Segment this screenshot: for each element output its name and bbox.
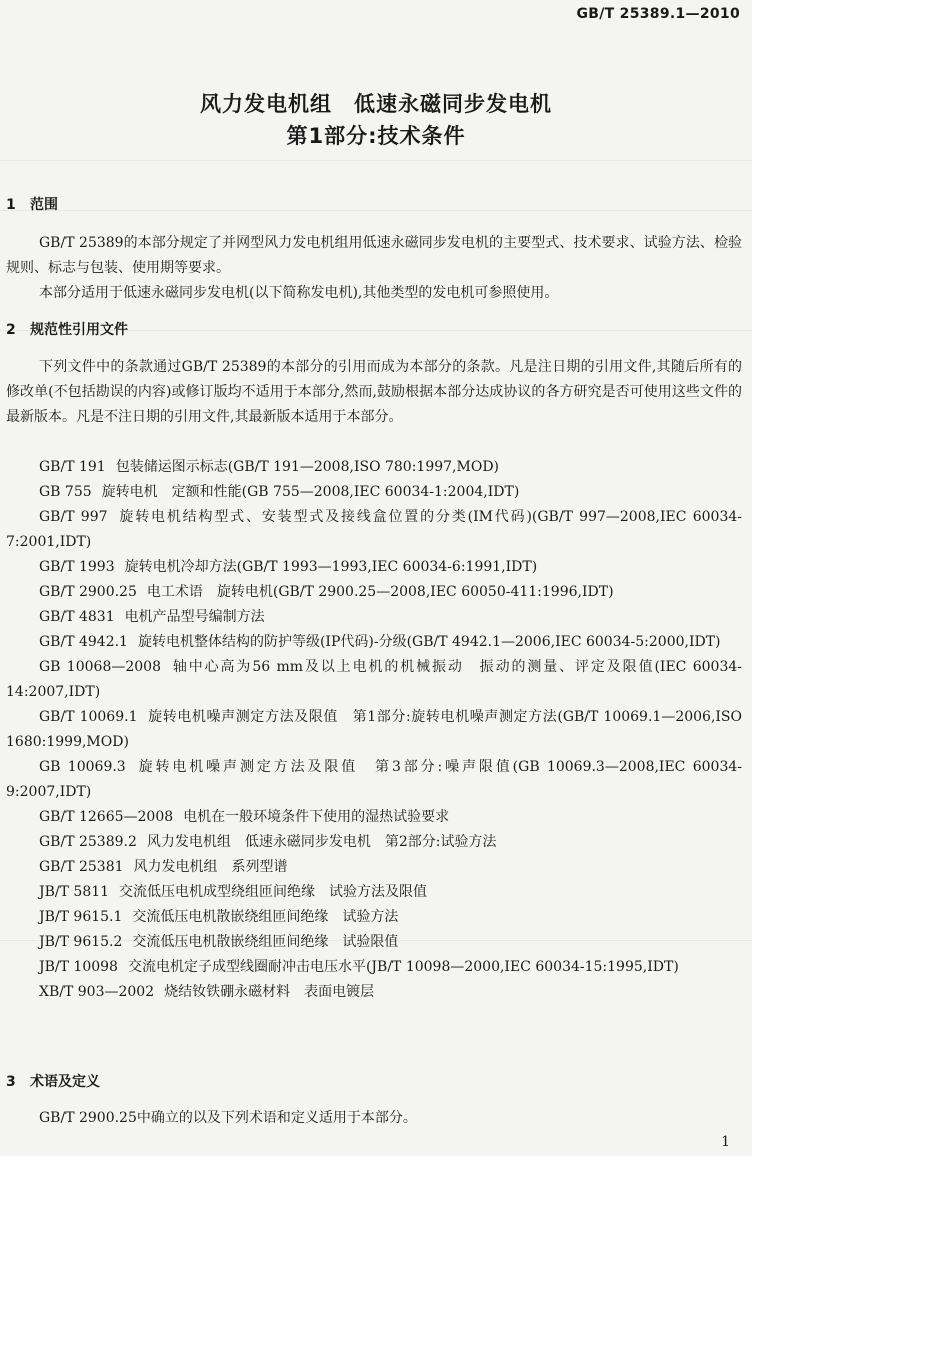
terms-paragraph: GB/T 2900.25中确立的以及下列术语和定义适用于本部分。: [39, 1110, 417, 1126]
reference-item: [6, 580, 742, 605]
reference-text: 风力发电机组 系列型谱: [133, 859, 288, 875]
reference-text: 交流低压电机散嵌绕组匝间绝缘 试验方法: [132, 909, 399, 925]
reference-text: 旋转电机结构型式、安装型式及接线盒位置的分类(IM代码)(GB/T 997—2008,IEC 60034-7:2001,IDT): [6, 509, 742, 550]
reference-item: [6, 455, 742, 480]
section-number: 2: [6, 322, 16, 338]
reference-code: GB/T 4831: [39, 609, 115, 625]
reference-code: GB/T 1993: [39, 559, 115, 575]
section-title: 规范性引用文件: [30, 322, 128, 338]
reference-text: 电机在一般环境条件下使用的湿热试验要求: [183, 809, 450, 825]
reference-text: 旋转电机噪声测定方法及限值 第1部分:旋转电机噪声测定方法(GB/T 10069.1—2006,ISO 1680:1999,MOD): [6, 709, 742, 750]
section-3-heading: [6, 1071, 100, 1091]
reference-text: 电机产品型号编制方法: [124, 609, 265, 625]
page-number: 1: [721, 1134, 730, 1150]
scan-bleed-line: [0, 210, 752, 211]
scan-bleed-line: [0, 160, 752, 161]
reference-code: GB/T 25389.2: [39, 834, 137, 850]
reference-code: JB/T 5811: [39, 884, 110, 900]
reference-code: GB/T 2900.25: [39, 584, 137, 600]
reference-text: 旋转电机整体结构的防护等级(IP代码)-分级(GB/T 4942.1—2006,IEC 60034-5:2000,IDT): [137, 634, 721, 650]
section-number: 1: [6, 197, 16, 213]
reference-text: 交流低压电机散嵌绕组匝间绝缘 试验限值: [132, 934, 399, 950]
reference-code: GB/T 4942.1: [39, 634, 128, 650]
reference-text: 包装储运图示标志(GB/T 191—2008,ISO 780:1997,MOD): [115, 459, 500, 475]
reference-item: [6, 930, 742, 955]
reference-code: GB 10068—2008: [39, 659, 161, 675]
reference-item: [6, 505, 742, 555]
reference-code: GB/T 12665—2008: [39, 809, 174, 825]
document-title-line2: 第1部分:技术条件: [286, 124, 466, 148]
standard-code-header: GB/T 25389.1—2010: [576, 6, 740, 22]
reference-code: GB 755: [39, 484, 92, 500]
reference-code: GB 10069.3: [39, 759, 126, 775]
reference-item: [6, 705, 742, 755]
reference-item: [6, 830, 742, 855]
reference-item: [6, 480, 742, 505]
reference-code: GB/T 10069.1: [39, 709, 138, 725]
document-title-line1: 风力发电机组 低速永磁同步发电机: [200, 92, 552, 116]
section-title: 范围: [30, 197, 58, 213]
reference-code: GB/T 25381: [39, 859, 124, 875]
reference-item: [6, 955, 742, 980]
reference-item: [6, 980, 742, 1005]
reference-text: 旋转电机冷却方法(GB/T 1993—1993,IEC 60034-6:1991,IDT): [124, 559, 538, 575]
section-title: 术语及定义: [30, 1074, 100, 1090]
reference-item: [6, 880, 742, 905]
reference-text: 交流低压电机成型绕组匝间绝缘 试验方法及限值: [119, 884, 428, 900]
scope-applicability-paragraph: 本部分适用于低速永磁同步发电机(以下简称发电机),其他类型的发电机可参照使用。: [39, 285, 559, 301]
reference-text: 电工术语 旋转电机(GB/T 2900.25—2008,IEC 60050-411:1996,IDT): [146, 584, 614, 600]
reference-code: JB/T 9615.2: [39, 934, 123, 950]
section-1-heading: [6, 194, 58, 214]
reference-text: 旋转电机 定额和性能(GB 755—2008,IEC 60034-1:2004,IDT): [101, 484, 520, 500]
section-2-heading: [6, 319, 128, 339]
reference-code: GB/T 997: [39, 509, 108, 525]
reference-item: [6, 605, 742, 630]
section-number: 3: [6, 1074, 16, 1090]
normative-references-list: [6, 455, 742, 1005]
reference-code: JB/T 9615.1: [39, 909, 123, 925]
reference-item: [6, 855, 742, 880]
scope-paragraph: GB/T 25389的本部分规定了并网型风力发电机组用低速永磁同步发电机的主要型式、技术要求、试验方法、检验规则、标志与包装、使用期等要求。: [6, 235, 742, 276]
reference-item: [6, 805, 742, 830]
references-intro-paragraph: 下列文件中的条款通过GB/T 25389的本部分的引用而成为本部分的条款。凡是注日期的引用文件,其随后所有的修改单(不包括勘误的内容)或修订版均不适用于本部分,然而,鼓励根据本部分达成协议的各方研究是否可使用这些文件的最新版本。凡是不注日期的引用文件,其最新版本适用于本部分。: [6, 359, 742, 425]
reference-text: 交流电机定子成型线圈耐冲击电压水平(JB/T 10098—2000,IEC 60034-15:1995,IDT): [127, 959, 679, 975]
reference-text: 轴中心高为56 mm及以上电机的机械振动 振动的测量、评定及限值(IEC 60034-14:2007,IDT): [6, 659, 742, 700]
reference-code: JB/T 10098: [39, 959, 118, 975]
reference-item: [6, 655, 742, 705]
reference-item: [6, 905, 742, 930]
reference-item: [6, 755, 742, 805]
reference-text: 风力发电机组 低速永磁同步发电机 第2部分:试验方法: [146, 834, 497, 850]
reference-text: 旋转电机噪声测定方法及限值 第3部分:噪声限值(GB 10069.3—2008,IEC 60034-9:2007,IDT): [6, 759, 742, 800]
reference-code: GB/T 191: [39, 459, 106, 475]
reference-item: [6, 630, 742, 655]
reference-code: XB/T 903—2002: [39, 984, 155, 1000]
reference-text: 烧结钕铁硼永磁材料 表面电镀层: [164, 984, 375, 1000]
reference-item: [6, 555, 742, 580]
